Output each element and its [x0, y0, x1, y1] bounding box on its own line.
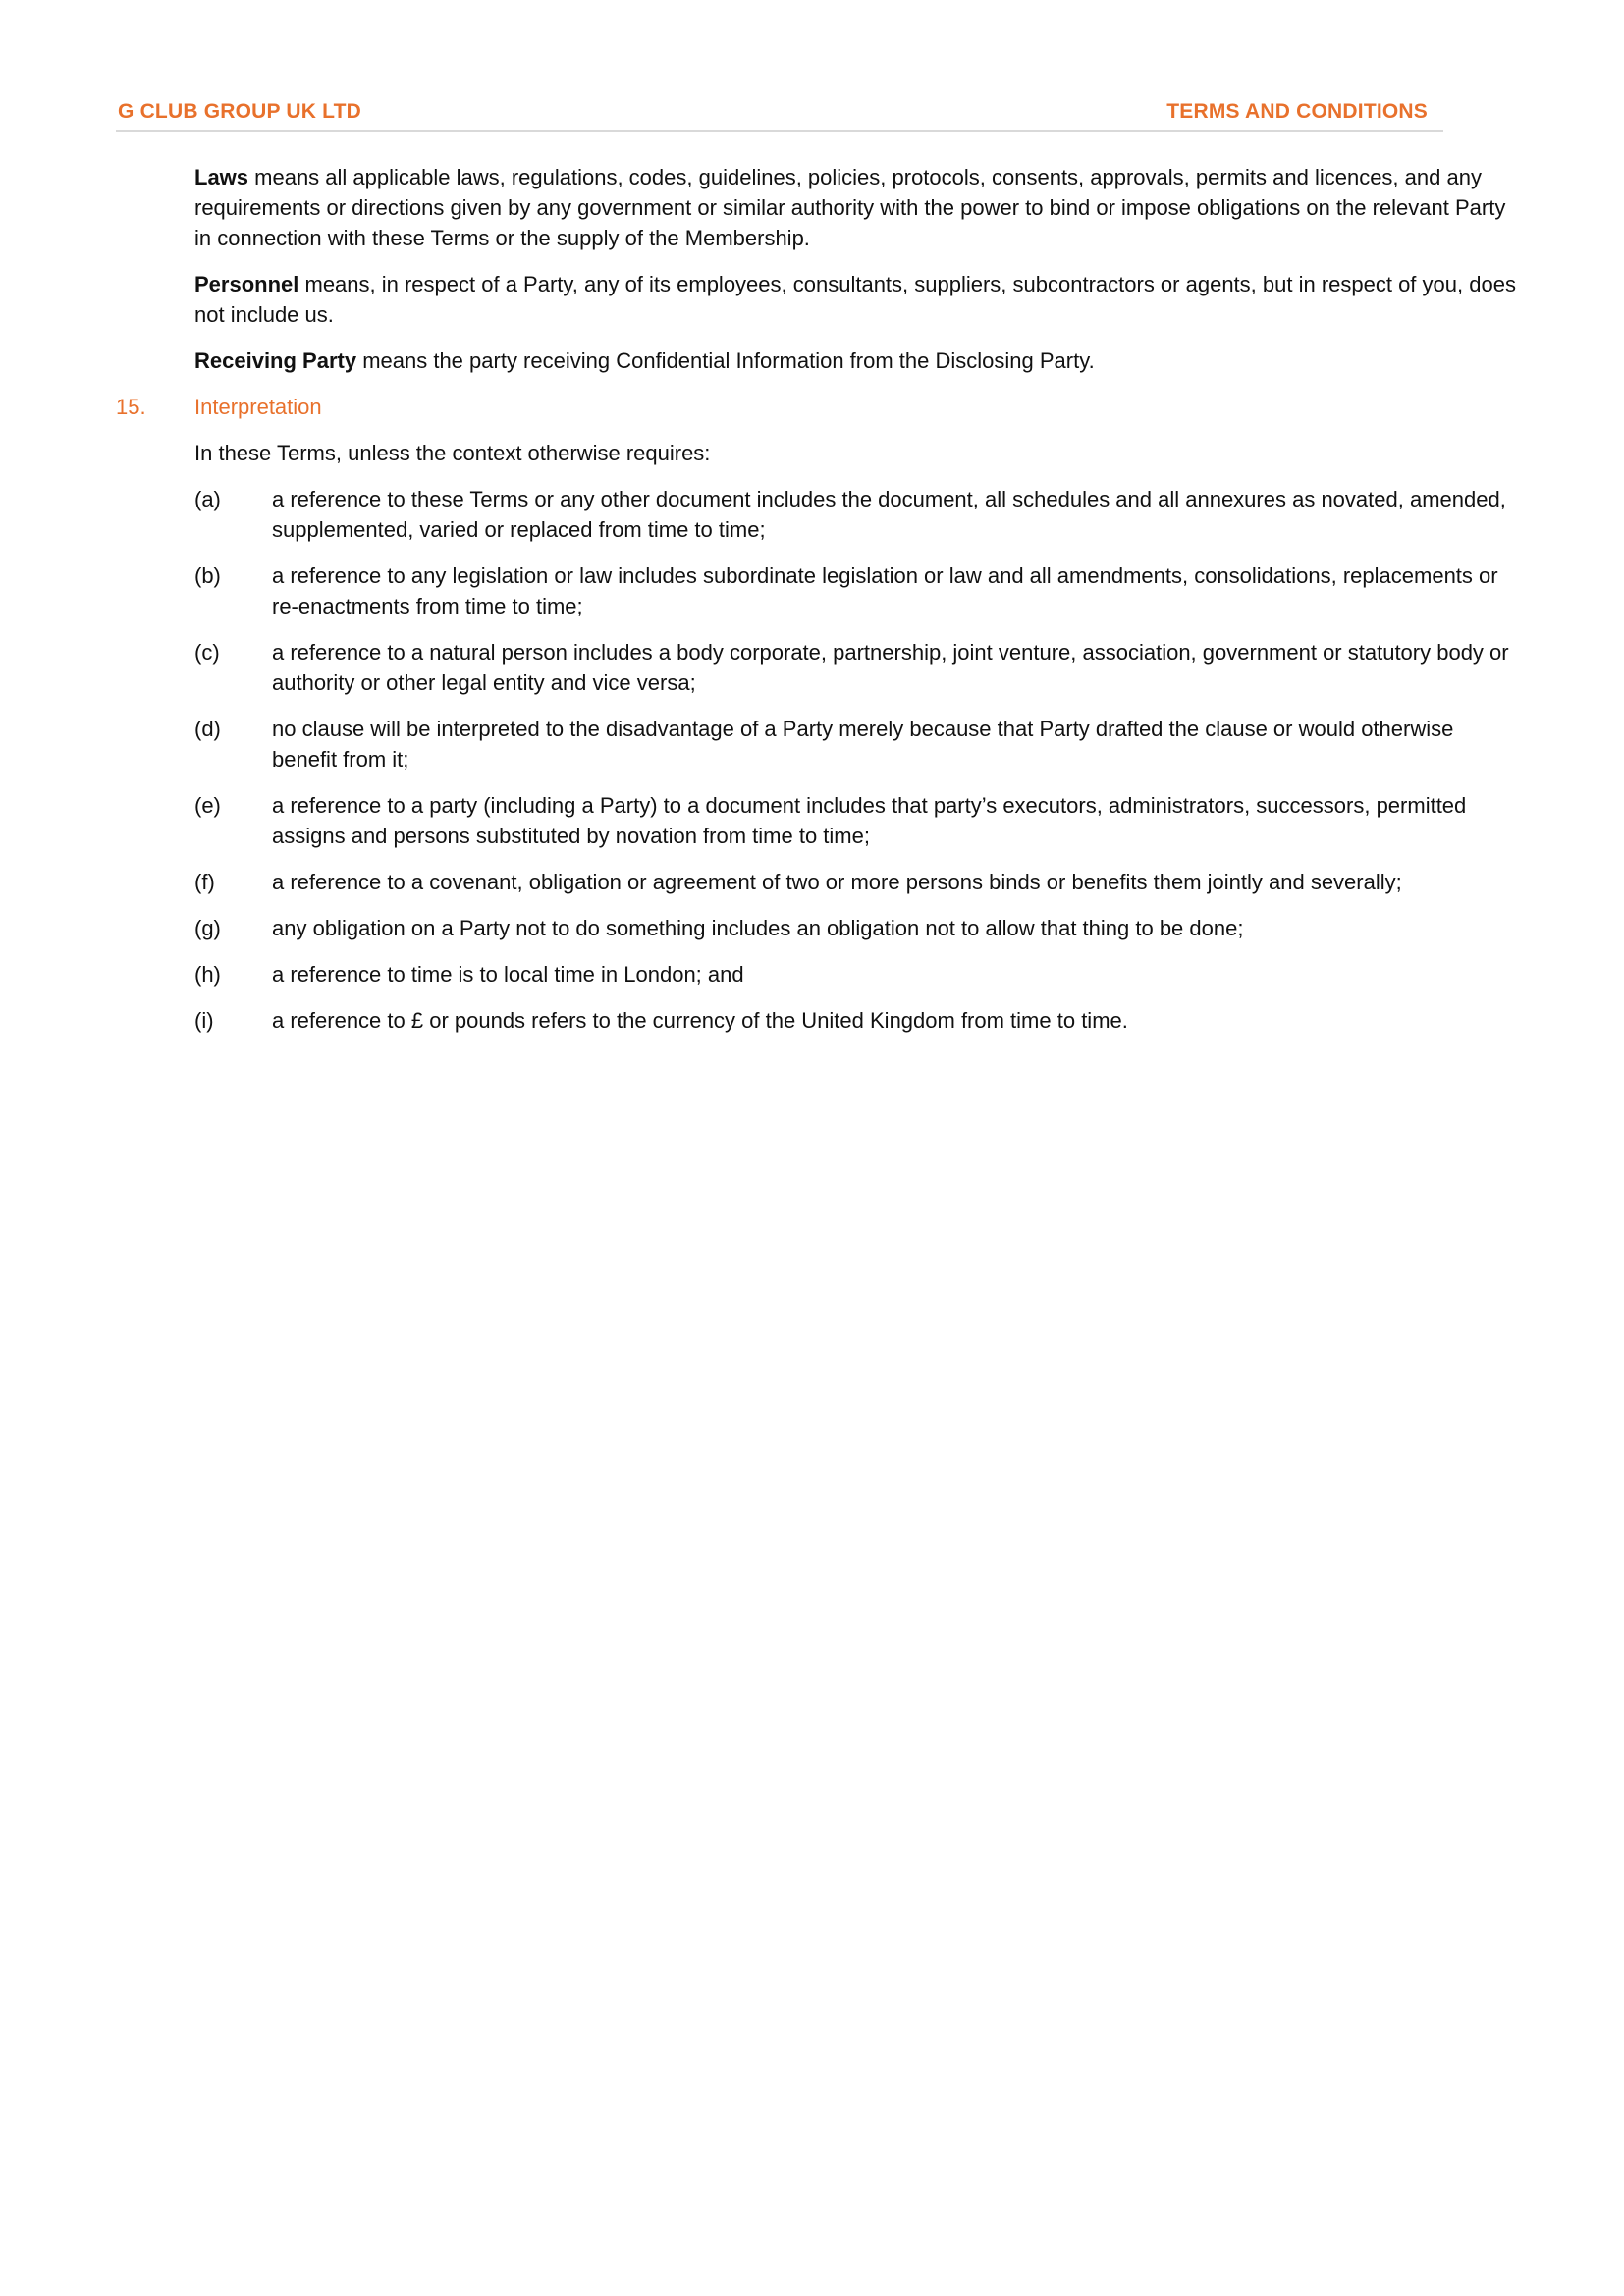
document-body [0, 162, 1624, 1051]
item-marker: (i) [194, 1008, 214, 1033]
definition-receiving-party [194, 346, 1516, 376]
definition-personnel [194, 269, 1516, 330]
item-text: any obligation on a Party not to do something includes an obligation not to allow that thing to be done; [272, 916, 1244, 940]
item-marker: (f) [194, 870, 215, 894]
item-marker: (a) [194, 487, 221, 511]
list-item [194, 790, 1516, 851]
list-item [194, 714, 1516, 774]
item-text: a reference to £ or pounds refers to the currency of the United Kingdom from time to time. [272, 1008, 1128, 1033]
interpretation-list [0, 484, 1624, 1036]
item-text: a reference to a natural person includes a body corporate, partnership, joint venture, association, government or statutory body or authority or other legal entity and vice versa; [272, 640, 1509, 695]
item-marker: (d) [194, 717, 221, 741]
definition-term: Laws [194, 165, 249, 189]
list-item [194, 959, 1516, 989]
item-text: no clause will be interpreted to the disadvantage of a Party merely because that Party drafted the clause or would otherwise benefit from it; [272, 717, 1454, 772]
item-marker: (h) [194, 962, 221, 987]
item-text: a reference to time is to local time in London; and [272, 962, 744, 987]
company-name: G CLUB GROUP UK LTD [118, 100, 362, 123]
definition-term: Personnel [194, 272, 299, 296]
item-text: a reference to a party (including a Party) to a document includes that party’s executors, administrators, successors, permitted assigns and persons substituted by novation from time to time; [272, 793, 1467, 848]
list-item [194, 484, 1516, 545]
definition-term: Receiving Party [194, 348, 357, 373]
item-marker: (e) [194, 793, 221, 818]
definition-text: means the party receiving Confidential Information from the Disclosing Party. [356, 348, 1095, 373]
item-text: a reference to these Terms or any other document includes the document, all schedules and all annexures as novated, amended, supplemented, varied or replaced from time to time; [272, 487, 1506, 542]
item-marker: (g) [194, 916, 221, 940]
definition-laws [194, 162, 1516, 253]
list-item [194, 867, 1516, 897]
list-item [194, 637, 1516, 698]
item-text: a reference to any legislation or law includes subordinate legislation or law and all amendments, consolidations, replacements or re-enactments from time to time; [272, 563, 1498, 618]
item-text: a reference to a covenant, obligation or agreement of two or more persons binds or benefits them jointly and severally; [272, 870, 1402, 894]
section-intro: In these Terms, unless the context otherwise requires: [194, 441, 711, 465]
list-item [194, 913, 1516, 943]
item-marker: (b) [194, 563, 221, 588]
section-heading [0, 392, 1624, 422]
document-title: TERMS AND CONDITIONS [1166, 100, 1428, 123]
section-number: 15. [116, 395, 146, 419]
section-title: Interpretation [194, 395, 322, 419]
item-marker: (c) [194, 640, 220, 665]
list-item [194, 561, 1516, 621]
definition-text: means, in respect of a Party, any of its employees, consultants, suppliers, subcontractors or agents, but in respect of you, does not include us. [194, 272, 1516, 327]
list-item [194, 1005, 1516, 1036]
page-header [116, 98, 1443, 132]
definition-text: means all applicable laws, regulations, codes, guidelines, policies, protocols, consents, approvals, permits and licences, and any requirements or directions given by any government or similar authority with the power to bind or impose obligations on the relevant Party in connection with these Terms or the supply of the Membership. [194, 165, 1506, 250]
